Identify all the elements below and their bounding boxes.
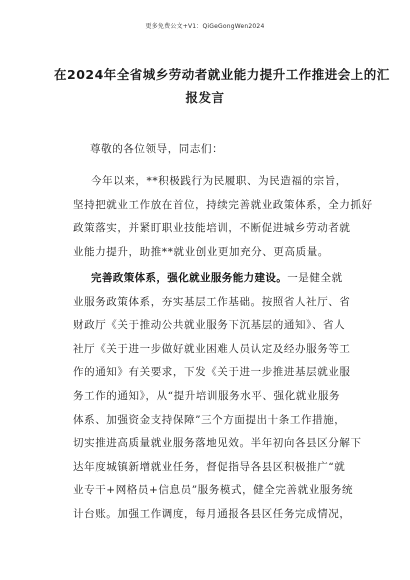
paragraph-line: 业能力提升，助推**就业创业更加充分、更高质量。: [73, 245, 329, 258]
title-line: 报发言: [185, 90, 225, 105]
paragraph-line: 达年度城镇新增就业任务，督促指导各县区积极推广“就: [73, 460, 346, 473]
paragraph-line: 今年以来，**积极践行为民履职、为民造福的宗旨，: [91, 175, 347, 187]
paragraph-policy: [73, 267, 362, 527]
paragraph-line: 作的通知》有关要求，下发《关于进一步推进基层就业服: [73, 366, 351, 379]
paragraph-line: 切实推进高质量就业服务落地见效。半年初向各县区分解下: [73, 437, 362, 450]
paragraph-line: 业服务政策体系，夯实基层工作基础。按照省人社厅、省: [73, 295, 351, 308]
salutation: 尊敬的各位领导，同志们：: [90, 143, 224, 155]
title-line: 在2024年全省城乡劳动者就业能力提升工作推进会上的汇: [54, 67, 390, 82]
paragraph-line: 社厅《关于进一步做好就业困难人员认定及经办服务等工: [73, 342, 351, 355]
header-note: 更多免费公文+V1：QiGeGongWen2024: [145, 23, 265, 30]
paragraph-intro: [73, 170, 373, 264]
paragraph-text: 一是健全就: [287, 272, 343, 284]
section-heading: 完善政策体系，强化就业服务能力建设。: [91, 272, 288, 284]
document-title: [54, 63, 390, 109]
paragraph-line: 业专干+网格员+信息员”服务模式，健全完善就业服务统: [73, 484, 354, 497]
paragraph-line: [73, 267, 353, 291]
paragraph-line: 坚持把就业工作放在首位，持续完善就业政策体系，全力抓好: [73, 198, 373, 211]
paragraph-line: 务工作的通知》，从“提升培训服务水平、强化就业服务: [73, 389, 341, 402]
paragraph-line: 体系、加强资金支持保障”三个方面提出十条工作措施，: [73, 413, 346, 426]
paragraph-line: 政策落实，并紧盯职业技能培训，不断促进城乡劳动者就: [73, 222, 351, 235]
paragraph-line: 财政厅《关于推动公共就业服务下沉基层的通知》、省人: [73, 319, 346, 332]
paragraph-line: 计台账。加强工作调度，每月通报各县区任务完成情况，: [73, 507, 351, 520]
